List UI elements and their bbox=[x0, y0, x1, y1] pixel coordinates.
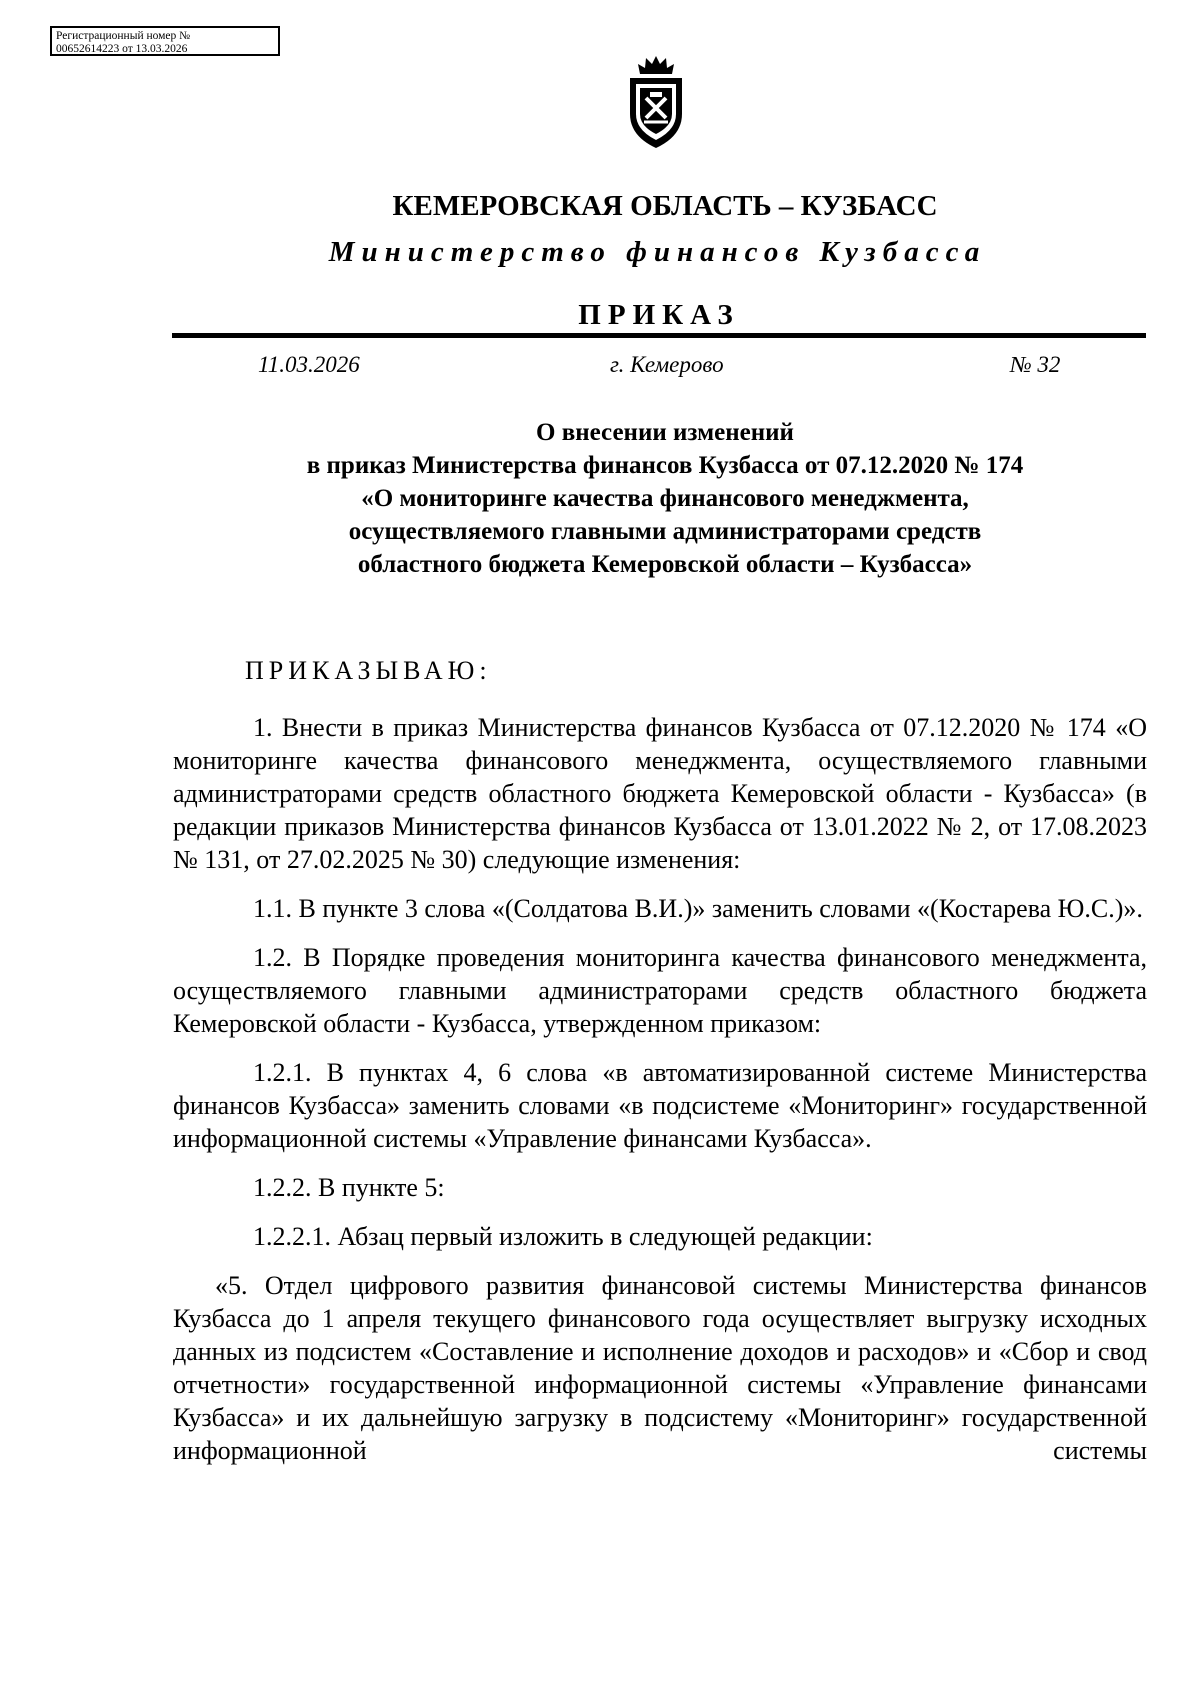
registration-label: Регистрационный номер № bbox=[56, 30, 191, 42]
paragraph-1-2-2-1: 1.2.2.1. Абзац первый изложить в следующей редакции: bbox=[253, 1222, 873, 1251]
title-line: «О мониторинге качества финансового менеджмента, bbox=[361, 485, 969, 512]
title-line: О внесении изменений bbox=[536, 419, 794, 446]
order-directive: ПРИКАЗЫВАЮ: bbox=[245, 656, 492, 685]
title-line: осуществляемого главными администраторами средств bbox=[348, 518, 982, 545]
ministry-name: Министерство финансов Кузбасса bbox=[328, 236, 987, 268]
paragraph-1-2-2: 1.2.2. В пункте 5: bbox=[253, 1173, 445, 1202]
title-line: областного бюджета Кемеровской области – Кузбасса» bbox=[357, 551, 973, 578]
region-name: КЕМЕРОВСКАЯ ОБЛАСТЬ – КУЗБАСС bbox=[392, 190, 938, 222]
quoted-paragraph-5: «5. Отдел цифрового развития финансовой системы Министерства финансов Кузбасса до 1 апреля текущего финансового года осуществляет выгрузку исходных данных из подсистем «Составление и исполнение доходов и расходов» и «Сбор и свод отчетности» государственной информационной системы «Управление финансами Кузбасса» и их дальнейшую загрузку в подсистему «Мониторинг» государственной информационной системы bbox=[173, 1271, 1147, 1465]
order-date: 11.03.2026 bbox=[258, 352, 360, 377]
order-number: № 32 bbox=[1010, 352, 1061, 377]
header-divider bbox=[172, 333, 1146, 338]
registration-stamp bbox=[50, 26, 280, 56]
paragraph-1-2: 1.2. В Порядке проведения мониторинга качества финансового менеджмента, осуществляемого главными администраторами средств областного бюджета Кемеровской области - Кузбасса, утвержденном приказом: bbox=[173, 943, 1147, 1038]
order-city: г. Кемерово bbox=[610, 352, 724, 377]
registration-number: 00652614223 от 13.03.2026 bbox=[56, 43, 188, 55]
title-line: в приказ Министерства финансов Кузбасса от 07.12.2020 № 174 bbox=[306, 452, 1024, 479]
document-type: ПРИКАЗ bbox=[578, 299, 740, 331]
document-title bbox=[0, 416, 1200, 581]
document-body bbox=[173, 711, 1147, 1467]
paragraph-1-2-1: 1.2.1. В пунктах 4, 6 слова «в автоматизированной системе Министерства финансов Кузбасса» заменить словами «в подсистеме «Мониторинг» государственной информационной системы «Управление финансами Кузбасса». bbox=[173, 1058, 1147, 1153]
paragraph-1: 1. Внести в приказ Министерства финансов Кузбасса от 07.12.2020 № 174 «О мониторинге качества финансового менеджмента, осуществляемого главными администраторами средств областного бюджета Кемеровской области - Кузбасса» (в редакции приказов Министерства финансов Кузбасса от 13.01.2022 № 2, от 17.08.2023 № 131, от 27.02.2025 № 30) следующие изменения: bbox=[173, 713, 1147, 874]
kuzbass-coat-of-arms-icon bbox=[620, 52, 692, 152]
paragraph-1-1: 1.1. В пункте 3 слова «(Солдатова В.И.)» заменить словами «(Костарева Ю.С.)». bbox=[253, 894, 1143, 923]
